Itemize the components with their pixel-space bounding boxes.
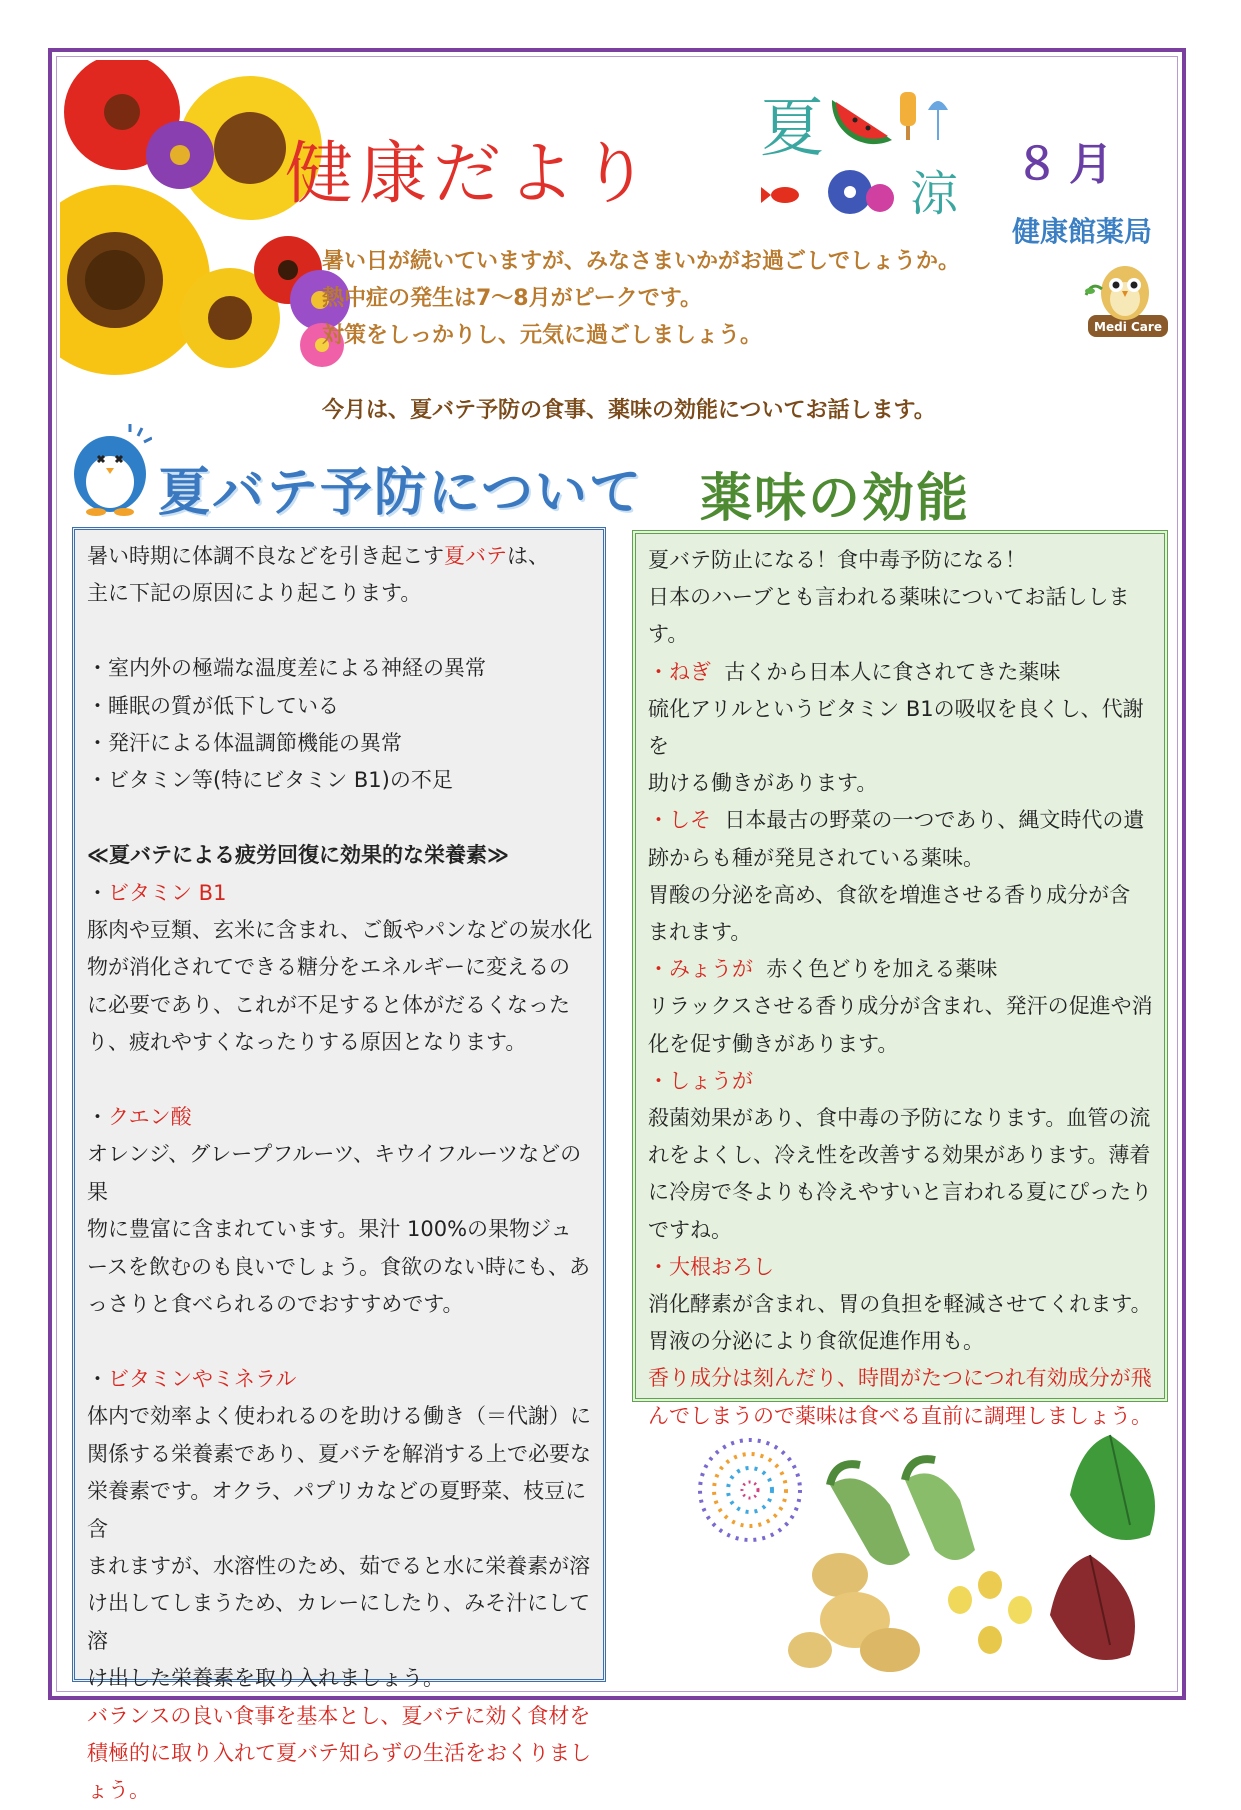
paragraph-line: まれます。 <box>648 920 752 945</box>
condiment-heading-daikon <box>648 1249 1154 1286</box>
paragraph-line: ですね。 <box>648 1217 732 1242</box>
nutrients-title: ≪夏バテによる疲労回復に効果的な栄養素≫ <box>87 843 509 868</box>
paragraph-line: 夏バテ防止になる！食中毒予防になる！ <box>648 548 1026 572</box>
owl-mascot-icon <box>1080 255 1170 345</box>
cause-item: ・睡眠の質が低下している <box>87 693 339 718</box>
cause-item: ・室内外の極端な温度差による神経の異常 <box>87 656 486 681</box>
condiment-name: ・大根おろし <box>648 1254 774 1279</box>
paragraph-line: 物に豊富に含まれています。果汁 100%の果物ジュ <box>87 1217 572 1242</box>
paragraph-line: れをよくし、冷え性を改善する効果があります。薄着 <box>648 1143 1151 1168</box>
closing-advice: んでしまうので薬味は食べる直前に調理しましょう。 <box>648 1403 1152 1428</box>
watermelon-icon <box>832 100 892 144</box>
shiso-leaf-red-icon <box>1050 1555 1135 1660</box>
popsicle-icon <box>900 92 916 140</box>
logo-char-ryo: 涼 <box>910 166 959 222</box>
text-span: は、 <box>507 544 549 568</box>
condiment-heading-shoga <box>648 1063 1154 1100</box>
ginger-icon <box>788 1553 920 1672</box>
nutrient-heading-citric <box>87 1099 593 1136</box>
condiment-heading-myoga <box>648 951 1154 988</box>
paragraph-line: 体内で効率よく使われるのを助ける働き（＝代謝）に <box>87 1404 591 1429</box>
closing-advice: 積極的に取り入れて夏バテ知らずの生活をおくりまし <box>87 1740 591 1765</box>
condiment-subtitle: 古くから日本人に食されてきた薬味 <box>724 659 1061 684</box>
nutrient-heading-vitamin-mineral <box>87 1361 593 1398</box>
nutrient-heading-b1 <box>87 875 593 912</box>
closing-advice: 香り成分は刻んだり、時間がたつにつれ有効成分が飛 <box>648 1366 1152 1391</box>
condiments-box <box>632 530 1168 1428</box>
paragraph-line: り、疲れやすくなったりする原因となります。 <box>87 1030 527 1055</box>
nutrient-name: クエン酸 <box>108 1105 192 1130</box>
paragraph-line <box>87 538 593 575</box>
cause-item: ・発汗による体温調節機能の異常 <box>87 731 402 756</box>
pharmacy-name: 健康館薬局 <box>1012 215 1153 248</box>
shiso-leaf-green-icon <box>1070 1435 1155 1540</box>
closing-advice: バランスの良い食事を基本とし、夏バテに効く食材を <box>87 1703 591 1728</box>
paragraph-line: 日本のハーブとも言われる薬味についてお話ししま <box>648 585 1130 610</box>
paragraph-line: 主に下記の原因により起こります。 <box>87 581 422 606</box>
paragraph-line: 跡からも種が発見されている薬味。 <box>648 845 984 870</box>
wind-chime-icon <box>928 101 948 140</box>
purple-daisy <box>146 121 214 189</box>
cause-item: ・ビタミン等(特にビタミン B1)の不足 <box>87 768 453 793</box>
paragraph-line: 硫化アリルというビタミン B1の吸収を良くし、代謝を <box>648 696 1144 759</box>
paragraph-line: に冷房で冬よりも冷えやすいと言われる夏にぴったり <box>648 1180 1152 1205</box>
penguin-mascot-icon <box>68 422 152 516</box>
nutrient-name: ビタミンやミネラル <box>108 1366 297 1391</box>
intro-line: 暑い日が続いていますが、みなさまいかがお過ごしでしょうか。 <box>322 249 961 274</box>
condiments-illustration <box>690 1425 1180 1695</box>
intro-line: 熱中症の発生は7～8月がピークです。 <box>322 286 702 311</box>
paragraph-line: っさりと食べられるのでおすすめです。 <box>87 1292 464 1317</box>
intro-line: 対策をしっかりし、元気に過ごしましょう。 <box>322 323 763 348</box>
bullet: ・ <box>87 880 108 905</box>
paragraph-line: 化を促す働きがあります。 <box>648 1031 899 1056</box>
paragraph-line: 殺菌効果があり、食中毒の予防になります。血管の流 <box>648 1106 1151 1131</box>
paragraph-line: 胃液の分泌により食欲促進作用も。 <box>648 1329 984 1354</box>
highlight-natsubate: 夏バテ <box>444 544 507 568</box>
condiment-name: ・みょうが <box>648 957 753 982</box>
paragraph-line: まれますが、水溶性のため、茹でると水に栄養素が溶 <box>87 1553 591 1578</box>
summer-calligraphy-logo <box>760 80 975 230</box>
condiment-subtitle: 日本最古の野菜の一つであり、縄文時代の遺 <box>724 808 1145 833</box>
paragraph-line: 関係する栄養素であり、夏バテを解消する上で必要な <box>87 1441 591 1466</box>
goldfish-icon <box>761 187 799 203</box>
condiment-name: ・ねぎ <box>648 659 711 684</box>
section-heading-summer-fatigue: 夏バテ予防について <box>158 463 643 523</box>
paragraph-line: 栄養素です。オクラ、パプリカなどの夏野菜、枝豆に含 <box>87 1479 587 1541</box>
nutrient-name: ビタミン B1 <box>108 880 227 905</box>
issue-month: ８月 <box>1015 139 1123 190</box>
condiment-name: ・しそ <box>648 808 711 833</box>
paragraph-line: 豚肉や豆類、玄米に含まれ、ご飯やパンなどの炭水化 <box>87 918 593 943</box>
closing-advice: ょう。 <box>87 1778 150 1803</box>
condiment-subtitle: 赤く色どりを加える薬味 <box>766 957 998 982</box>
paragraph-line: 助ける働きがあります。 <box>648 771 878 796</box>
paragraph-line: す。 <box>648 622 689 647</box>
wasabi-icon <box>830 1459 975 1565</box>
paragraph-line: リラックスさせる香り成分が含まれ、発汗の促進や消 <box>648 994 1153 1019</box>
text-span: 暑い時期に体調不良などを引き起こす <box>87 544 444 568</box>
morning-glory-icon <box>828 170 894 214</box>
paragraph-line: 胃酸の分泌を高め、食欲を増進させる香り成分が含 <box>648 882 1131 907</box>
monthly-topic: 今月は、夏バテ予防の食事、薬味の効能についてお話します。 <box>322 398 936 423</box>
section-heading-condiments: 薬味の効能 <box>700 469 971 529</box>
condiment-heading-shiso <box>648 802 1154 839</box>
sunflower-bouquet-illustration <box>60 60 360 375</box>
firework-icon <box>700 1440 800 1540</box>
intro-message <box>322 243 960 354</box>
condiment-heading-negi <box>648 654 1154 691</box>
bullet: ・ <box>87 1366 108 1391</box>
summer-fatigue-box <box>72 527 606 1803</box>
paragraph-line: 消化酵素が含まれ、胃の負担を軽減させてくれます。 <box>648 1292 1152 1317</box>
newsletter-title: 健康だより <box>285 135 656 214</box>
paragraph-line: 物が消化されてできる糖分をエネルギーに変えるの <box>87 955 570 980</box>
paragraph-line: オレンジ、グレープフルーツ、キウイフルーツなどの果 <box>87 1142 582 1204</box>
paragraph-line: に必要であり、これが不足すると体がだるくなった <box>87 992 570 1017</box>
condiment-name: ・しょうが <box>648 1068 753 1093</box>
bullet: ・ <box>87 1105 108 1130</box>
paragraph-line: け出した栄養素を取り入れましょう。 <box>87 1666 444 1691</box>
logo-char-natsu: 夏 <box>760 92 824 166</box>
medi-care-label: Medi Care <box>1094 320 1162 334</box>
paragraph-line: け出してしまうため、カレーにしたり、みそ汁にして溶 <box>87 1591 591 1653</box>
ginkgo-nut-icon <box>948 1571 1032 1654</box>
paragraph-line: ースを飲むのも良いでしょう。食欲のない時にも、あ <box>87 1254 590 1279</box>
